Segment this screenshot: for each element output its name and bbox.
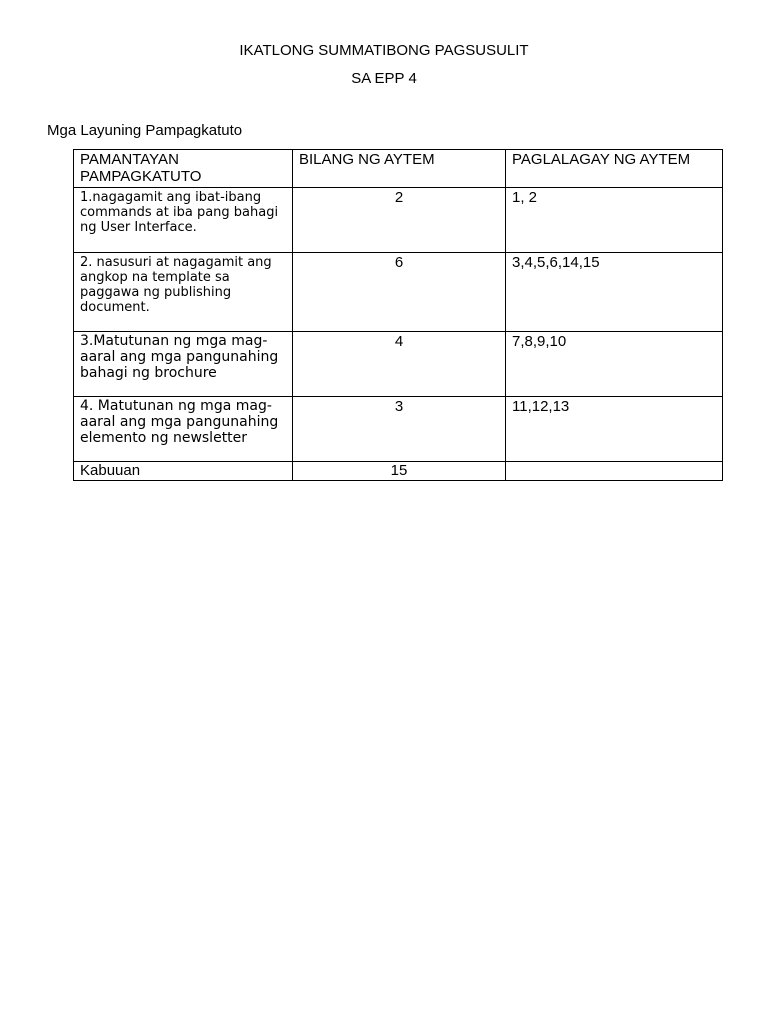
section-label: Mga Layuning Pampagkatuto bbox=[47, 122, 243, 139]
item-count-cell: 6 bbox=[293, 253, 506, 332]
table-row bbox=[74, 188, 723, 253]
item-count-cell: 3 bbox=[293, 397, 506, 462]
document-title: IKATLONG SUMMATIBONG PAGSUSULIT bbox=[239, 42, 529, 59]
header-item-placement: PAGLALAGAY NG AYTEM bbox=[506, 150, 723, 188]
table-row bbox=[74, 253, 723, 332]
document-subtitle: SA EPP 4 bbox=[351, 70, 417, 87]
table-header-row bbox=[74, 150, 723, 188]
objective-cell: 1.nagagamit ang ibat-ibang commands at iba pang bahagi ng User Interface. bbox=[74, 188, 293, 253]
total-label-cell: Kabuuan bbox=[74, 462, 293, 481]
objectives-table bbox=[73, 149, 723, 481]
total-count-cell: 15 bbox=[293, 462, 506, 481]
table-row bbox=[74, 332, 723, 397]
item-count-cell: 4 bbox=[293, 332, 506, 397]
objective-cell: 3.Matutunan ng mga mag-aaral ang mga pangunahing bahagi ng brochure bbox=[74, 332, 293, 397]
total-placement-cell bbox=[506, 462, 723, 481]
header-item-count: BILANG NG AYTEM bbox=[293, 150, 506, 188]
item-placement-cell: 1, 2 bbox=[506, 188, 723, 253]
objective-cell: 2. nasusuri at nagagamit ang angkop na template sa paggawa ng publishing document. bbox=[74, 253, 293, 332]
table-row bbox=[74, 397, 723, 462]
item-placement-cell: 11,12,13 bbox=[506, 397, 723, 462]
total-row bbox=[74, 462, 723, 481]
item-placement-cell: 7,8,9,10 bbox=[506, 332, 723, 397]
item-count-cell: 2 bbox=[293, 188, 506, 253]
objective-cell: 4. Matutunan ng mga mag-aaral ang mga pangunahing elemento ng newsletter bbox=[74, 397, 293, 462]
header-objective: PAMANTAYAN PAMPAGKATUTO bbox=[74, 150, 293, 188]
item-placement-cell: 3,4,5,6,14,15 bbox=[506, 253, 723, 332]
